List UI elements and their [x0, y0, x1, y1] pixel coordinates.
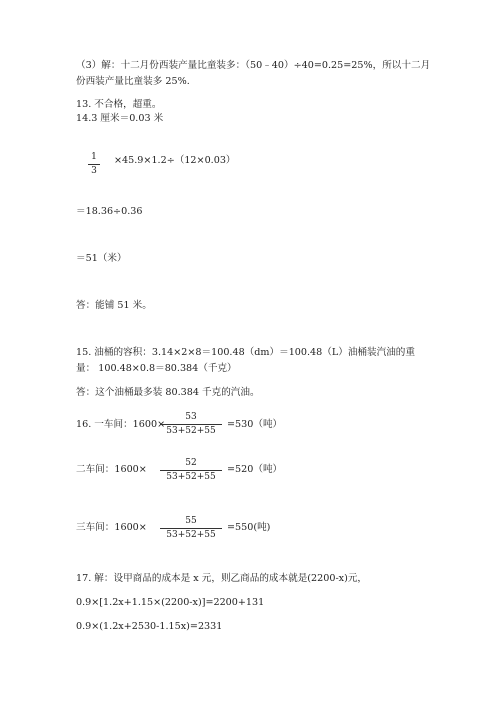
- q16-row1-fraction: [160, 412, 222, 437]
- q16-row3-result: =550(吨): [227, 522, 271, 533]
- q17-line3: 0.9×(1.2x+2530-1.15x)=2331: [76, 621, 223, 632]
- q16-row2-fraction: [160, 458, 222, 483]
- q14-title: 14.3 厘米＝0.03 米: [76, 113, 164, 124]
- q16-row2-numerator: 52: [160, 458, 222, 471]
- q15-line2: 量： 100.48×0.8＝80.384（千克）: [76, 363, 237, 374]
- q14-expression: ×45.9×1.2÷（12×0.03）: [114, 155, 236, 166]
- part3-line2: 份西装产量比童装多 25%.: [76, 76, 190, 87]
- q16-row2-label: 二车间：1600×: [76, 464, 147, 475]
- q14-fraction-numerator: 1: [88, 152, 100, 165]
- q16-row1-result: =530（吨）: [227, 419, 283, 430]
- q14-step1: ＝18.36÷0.36: [76, 206, 143, 217]
- q16-row1-numerator: 53: [160, 412, 222, 425]
- q16-row3-label: 三车间：1600×: [76, 522, 147, 533]
- q15-line1: 15. 油桶的容积：3.14×2×8＝100.48（dm）＝100.48（L）油桶装汽油的重: [76, 347, 415, 358]
- q15-answer: 答：这个油桶最多装 80.384 千克的汽油。: [76, 387, 260, 398]
- q14-fraction: [88, 152, 100, 177]
- q14-fraction-denominator: 3: [91, 166, 97, 176]
- part3-line1: （3）解：十二月份西装产量比童装多：（50﹣40）÷40=0.25=25%，所以十二月: [76, 60, 431, 71]
- q16-row3-numerator: 55: [160, 516, 222, 529]
- q17-line2: 0.9×[1.2x+1.15×(2200-x)]=2200+131: [76, 597, 265, 608]
- q16-row1-label: 16. 一车间：1600×: [76, 419, 166, 430]
- q16-row2-result: =520（吨）: [227, 464, 283, 475]
- q16-row2-denominator: 53+52+55: [166, 472, 216, 482]
- q16-row3-denominator: 53+52+55: [166, 530, 216, 540]
- q14-step2: ＝51（米）: [76, 253, 127, 264]
- q16-row3-fraction: [160, 516, 222, 541]
- q14-answer: 答：能铺 51 米。: [76, 300, 152, 311]
- q16-row1-denominator: 53+52+55: [166, 426, 216, 436]
- q17-line1: 17. 解：设甲商品的成本是 x 元，则乙商品的成本就是(2200-x)元，: [76, 573, 368, 584]
- q13-answer: 13. 不合格，超重。: [76, 99, 162, 110]
